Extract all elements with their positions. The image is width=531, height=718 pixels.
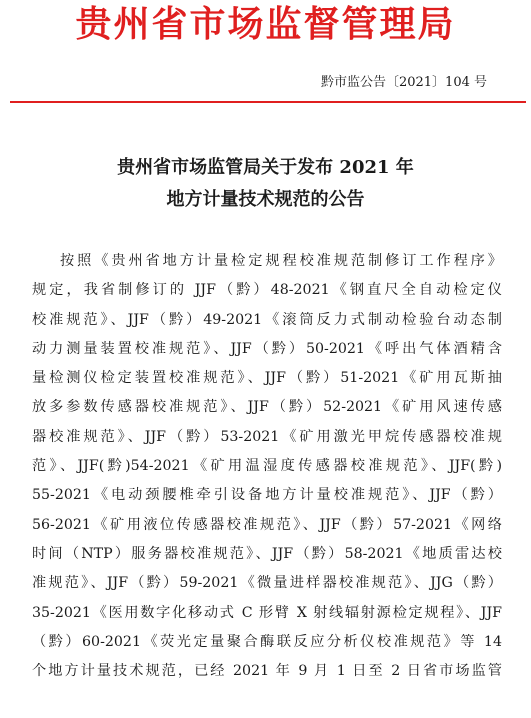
announcement-title	[0, 152, 531, 216]
title-line: 贵州省市场监管局关于发布 2021 年	[117, 157, 414, 178]
body-line: 量检测仪检定装置校准规范》、JJF（黔）51-2021《矿用瓦斯抽	[32, 370, 502, 387]
body-line: 35-2021《医用数字化移动式 C 形臂 X 射线辐射源检定规程》、JJF	[32, 604, 502, 621]
body-line: 个地方计量技术规范，已经 2021 年 9 月 1 日至 2 日省市场监管	[32, 663, 502, 680]
body-line: 器校准规范》、JJF（黔）53-2021《矿用激光甲烷传感器校准规	[32, 428, 502, 445]
body-line: 校准规范》、JJF（黔）49-2021《滚筒反力式制动检验台动态制	[32, 311, 502, 328]
body-line: 55-2021《电动颈腰椎牵引设备地方计量校准规范》、JJF（黔）	[32, 487, 502, 504]
body-line: 动力测量装置校准规范》、JJF（黔）50-2021《呼出气体酒精含	[32, 340, 502, 357]
body-line: 规定，我省制修订的 JJF（黔）48-2021《钢直尺全自动检定仪	[32, 282, 502, 299]
letterhead-title: 贵州省市场监督管理局	[75, 4, 456, 45]
announcement-body	[32, 247, 502, 686]
body-line: 范》、JJF(黔)54-2021《矿用温湿度传感器校准规范》、JJF(黔)	[32, 458, 502, 475]
title-line: 地方计量技术规范的公告	[166, 189, 365, 210]
body-line: 按照《贵州省地方计量检定规程校准规范制修订工作程序》	[60, 253, 502, 269]
document-number: 黔市监公告〔2021〕104 号	[320, 75, 487, 90]
body-line: 56-2021《矿用液位传感器校准规范》、JJF（黔）57-2021《网络	[32, 516, 502, 533]
body-line: 时间（NTP）服务器校准规范》、JJF（黔）58-2021《地质雷达校	[32, 545, 502, 562]
letterhead	[0, 0, 531, 50]
red-divider-line	[10, 101, 526, 103]
body-line: （黔）60-2021《荧光定量聚合酶联反应分析仪校准规范》等 14	[32, 633, 502, 650]
body-line: 放多参数传感器校准规范》、JJF（黔）52-2021《矿用风速传感	[32, 399, 502, 416]
body-line: 准规范》、JJF（黔）59-2021《微量进样器校准规范》、JJG（黔）	[32, 575, 502, 592]
